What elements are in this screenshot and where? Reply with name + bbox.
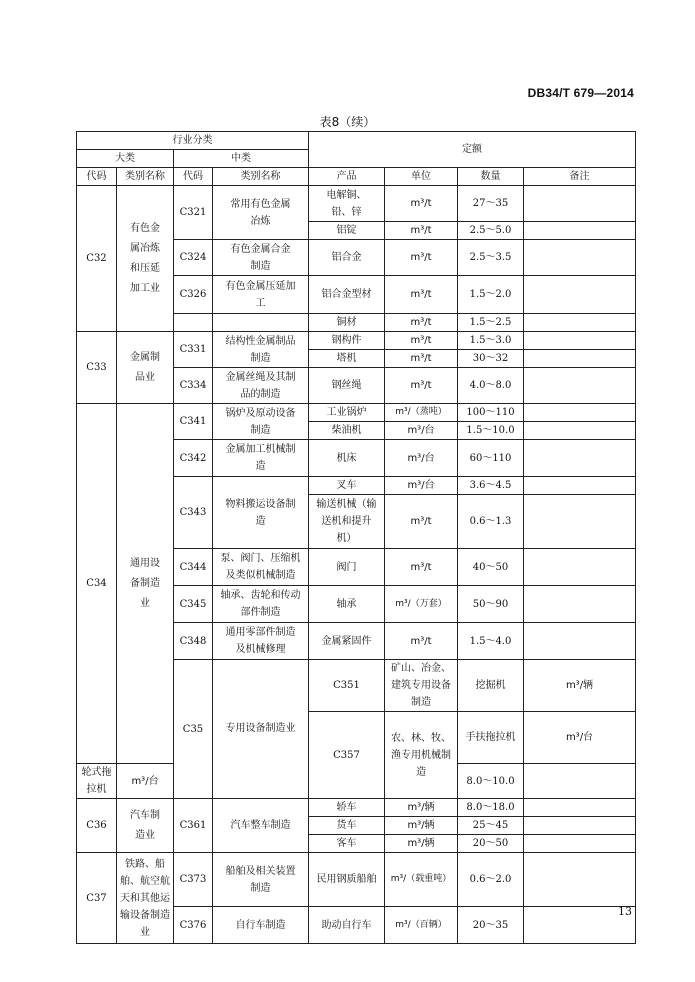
product-cell: 柴油机 [309, 422, 385, 440]
unit-cell: m³/t [385, 549, 458, 586]
major-name: 汽车制造业 [117, 799, 174, 853]
product-cell: 铝合金型材 [309, 276, 385, 314]
quantity-cell: 30～32 [458, 350, 524, 368]
product-cell: 铜材 [309, 314, 385, 332]
medium-code: C351 [309, 660, 385, 712]
remark-cell [524, 799, 636, 817]
header-product: 产品 [309, 168, 385, 186]
unit-cell: m³/台 [385, 477, 458, 495]
remark-cell [524, 835, 636, 853]
medium-name: 金属丝绳及其制品的制造 [213, 368, 309, 404]
header-unit: 单位 [385, 168, 458, 186]
quantity-cell: 100～110 [458, 404, 524, 422]
water-quota-table [76, 131, 636, 944]
quantity-cell: 4.0～8.0 [458, 368, 524, 404]
medium-code: C321 [174, 186, 213, 240]
quota-table-container [76, 131, 636, 944]
document-code: DB34/T 679—2014 [527, 86, 634, 100]
unit-cell: m³/t [385, 222, 458, 240]
medium-name: 有色金属压延加工 [213, 276, 309, 314]
product-cell: 轴承 [309, 586, 385, 623]
header-quantity: 数量 [458, 168, 524, 186]
table-row [77, 853, 636, 907]
header-quota: 定额 [309, 132, 636, 168]
remark-cell [524, 495, 636, 549]
quantity-cell: 20～35 [458, 907, 524, 944]
major-code: C37 [77, 853, 117, 944]
product-cell: 助动自行车 [309, 907, 385, 944]
product-cell: 金属紧固件 [309, 623, 385, 660]
medium-code: C334 [174, 368, 213, 404]
medium-code: C341 [174, 404, 213, 440]
product-cell: 轮式拖拉机 [77, 764, 117, 799]
quantity-cell: 8.0～18.0 [458, 799, 524, 817]
major-name: 专用设备制造业 [213, 660, 309, 799]
product-cell: 手扶拖拉机 [458, 712, 524, 764]
medium-code: C342 [174, 440, 213, 477]
remark-cell [524, 853, 636, 907]
unit-cell: m³/t [385, 314, 458, 332]
unit-cell: m³/t [385, 350, 458, 368]
medium-code: C345 [174, 586, 213, 623]
medium-code: C324 [174, 240, 213, 276]
product-cell: 叉车 [309, 477, 385, 495]
header-code-medium: 代码 [174, 168, 213, 186]
unit-cell: m³/t [385, 186, 458, 222]
unit-cell: m³/台 [117, 764, 174, 799]
product-cell: 铝合金 [309, 240, 385, 276]
product-cell: 客车 [309, 835, 385, 853]
remark-cell [524, 404, 636, 422]
medium-name: 泵、阀门、压缩机及类似机械制造 [213, 549, 309, 586]
unit-cell: m³/台 [385, 422, 458, 440]
product-cell: 钢构件 [309, 332, 385, 350]
medium-code: C331 [174, 332, 213, 368]
header-remark: 备注 [524, 168, 636, 186]
medium-name: 结构性金属制品制造 [213, 332, 309, 368]
quantity-cell: 1.5～2.5 [458, 314, 524, 332]
header-row-1 [77, 132, 636, 150]
header-category-name: 类别名称 [117, 168, 174, 186]
header-code: 代码 [77, 168, 117, 186]
unit-cell: m³/（蒸吨） [385, 404, 458, 422]
remark-cell [524, 368, 636, 404]
medium-code: C343 [174, 477, 213, 549]
medium-name: 常用有色金属冶炼 [213, 186, 309, 240]
medium-name: 有色金属合金制造 [213, 240, 309, 276]
product-cell: 塔机 [309, 350, 385, 368]
unit-cell: m³/（百辆） [385, 907, 458, 944]
product-cell: 工业锅炉 [309, 404, 385, 422]
medium-code: C373 [174, 853, 213, 907]
unit-cell: m³/辆 [385, 817, 458, 835]
medium-name: 自行车制造 [213, 907, 309, 944]
unit-cell: m³/t [385, 623, 458, 660]
quantity-cell: 1.5～4.0 [458, 623, 524, 660]
major-name: 金属制品业 [117, 332, 174, 404]
remark-cell [524, 276, 636, 314]
product-cell: 货车 [309, 817, 385, 835]
unit-cell: m³/t [385, 332, 458, 350]
quantity-cell: 0.6～2.0 [458, 853, 524, 907]
medium-code: C348 [174, 623, 213, 660]
remark-cell [524, 222, 636, 240]
table-row [77, 332, 636, 350]
remark-cell [524, 314, 636, 332]
remark-cell [524, 332, 636, 350]
product-cell: 挖掘机 [458, 660, 524, 712]
unit-cell: m³/（载重吨） [385, 853, 458, 907]
quantity-cell: 3.6～4.5 [458, 477, 524, 495]
header-industry: 行业分类 [77, 132, 309, 150]
remark-cell [524, 623, 636, 660]
remark-cell [524, 440, 636, 477]
header-category-name-medium: 类别名称 [213, 168, 309, 186]
medium-name: 矿山、冶金、建筑专用设备制造 [385, 660, 458, 712]
remark-cell [524, 186, 636, 222]
medium-name: 金属加工机械制造 [213, 440, 309, 477]
unit-cell: m³/t [385, 368, 458, 404]
remark-cell [524, 549, 636, 586]
table-row [77, 186, 636, 222]
major-name: 有色金属冶炼和压延加工业 [117, 186, 174, 332]
quantity-cell: 2.5～3.5 [458, 240, 524, 276]
medium-code-empty [174, 314, 213, 332]
product-cell: 轿车 [309, 799, 385, 817]
product-cell: 输送机械（输送机和提升机） [309, 495, 385, 549]
major-name: 铁路、船舶、航空航天和其他运输设备制造业 [117, 853, 174, 944]
table-title: 表8（续） [319, 115, 376, 129]
medium-name: 轴承、齿轮和传动部件制造 [213, 586, 309, 623]
product-cell: 钢丝绳 [309, 368, 385, 404]
quantity-cell: 25～45 [458, 817, 524, 835]
medium-code: C361 [174, 799, 213, 853]
medium-code: C376 [174, 907, 213, 944]
quantity-cell: 1.5～3.0 [458, 332, 524, 350]
major-code: C36 [77, 799, 117, 853]
quantity-cell: 0.6～1.3 [458, 495, 524, 549]
product-cell: 电解铜、铅、锌 [309, 186, 385, 222]
unit-cell: m³/辆 [385, 799, 458, 817]
unit-cell: m³/（万套） [385, 586, 458, 623]
remark-cell [524, 422, 636, 440]
medium-name: 船舶及相关装置制造 [213, 853, 309, 907]
unit-cell: m³/辆 [524, 660, 636, 712]
unit-cell: m³/t [385, 495, 458, 549]
medium-code: C326 [174, 276, 213, 314]
page-number: 13 [618, 905, 632, 918]
quantity-cell: 50～90 [458, 586, 524, 623]
quantity-cell: 40～50 [458, 549, 524, 586]
remark-cell [524, 477, 636, 495]
product-cell: 铝锭 [309, 222, 385, 240]
quantity-cell: 2.5～5.0 [458, 222, 524, 240]
medium-code: C344 [174, 549, 213, 586]
remark-cell [524, 240, 636, 276]
product-cell: 机床 [309, 440, 385, 477]
major-code: C35 [174, 660, 213, 799]
medium-name: 物料搬运设备制造 [213, 477, 309, 549]
quantity-cell: 8.0～10.0 [458, 764, 524, 799]
remark-cell [524, 586, 636, 623]
product-cell: 民用钢质船舶 [309, 853, 385, 907]
quantity-cell: 1.5～2.0 [458, 276, 524, 314]
medium-name: 锅炉及原动设备制造 [213, 404, 309, 440]
quantity-cell: 20～50 [458, 835, 524, 853]
unit-cell: m³/台 [385, 440, 458, 477]
remark-cell [524, 350, 636, 368]
quantity-cell: 60～110 [458, 440, 524, 477]
medium-name: 汽车整车制造 [213, 799, 309, 853]
unit-cell: m³/辆 [385, 835, 458, 853]
medium-name: 农、林、牧、渔专用机械制造 [385, 712, 458, 799]
header-major: 大类 [77, 150, 174, 168]
remark-cell [524, 817, 636, 835]
unit-cell: m³/t [385, 240, 458, 276]
quantity-cell: 27～35 [458, 186, 524, 222]
unit-cell: m³/t [385, 276, 458, 314]
major-name: 通用设备制造业 [117, 404, 174, 764]
medium-code: C357 [309, 712, 385, 799]
major-code: C32 [77, 186, 117, 332]
table-row [77, 799, 636, 817]
table-row [77, 404, 636, 422]
quantity-cell: 1.5～10.0 [458, 422, 524, 440]
remark-cell [524, 764, 636, 799]
major-code: C34 [77, 404, 117, 764]
unit-cell: m³/台 [524, 712, 636, 764]
major-code: C33 [77, 332, 117, 404]
header-medium: 中类 [174, 150, 309, 168]
product-cell: 阀门 [309, 549, 385, 586]
medium-name: 通用零部件制造及机械修理 [213, 623, 309, 660]
medium-name-empty [213, 314, 309, 332]
